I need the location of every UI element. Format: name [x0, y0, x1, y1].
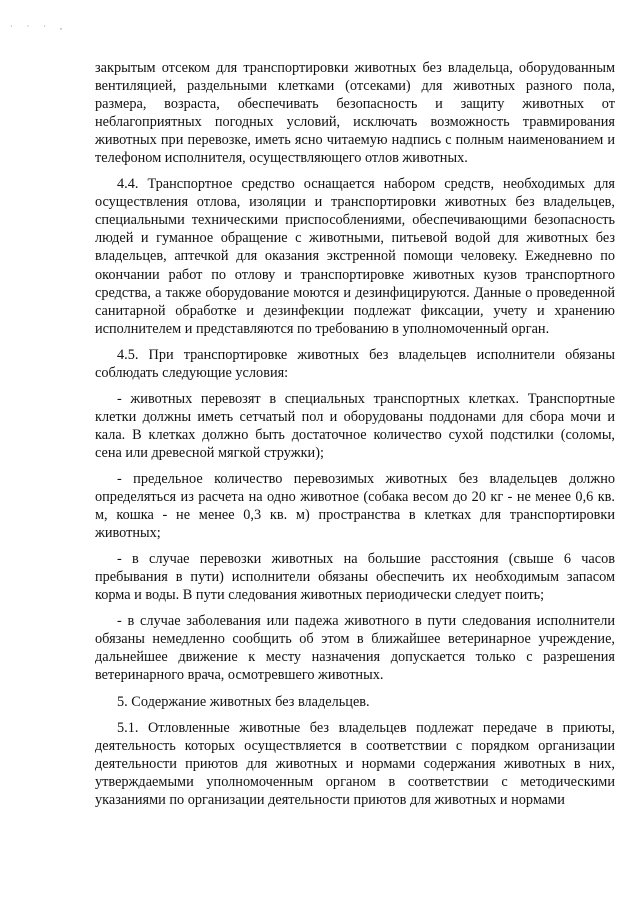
scan-marks: · · · ,: [10, 22, 68, 31]
list-item-cages: - животных перевозят в специальных транспортных клетках. Транспортные клетки должны иметь сетчатый пол и оборудованы поддонами для сбора мочи и кала. В клетках должно быть достаточное количество сухой подстилки (соломы, сена или древесной мягкой стружки);: [95, 390, 615, 461]
list-item-animal-count: - предельное количество перевозимых животных без владельцев должно определяться из расчета на одно животное (собака весом до 20 кг - не менее 0,6 кв. м, кошка - не менее 0,3 кв. м) пространства в клетках для транспортировки животных;: [95, 470, 615, 542]
paragraph-5-1: 5.1. Отловленные животные без владельцев подлежат передаче в приюты, деятельность которых осуществляется в соответствии с порядком организации деятельности приютов для животных и нормами содержания животных в них, утверждаемыми уполномоченным органом в соответствии с методическими указаниями по организации деятельности приютов для животных и нормами: [95, 719, 615, 808]
paragraph-4-5: 4.5. При транспортировке животных без владельцев исполнители обязаны соблюдать следующие условия:: [95, 346, 615, 381]
list-item-long-distance: - в случае перевозки животных на большие расстояния (свыше 6 часов пребывания в пути) исполнители обязаны обеспечить их необходимым запасом корма и воды. В пути следования животных периодически следует поить;: [95, 551, 615, 604]
section-5-heading: 5. Содержание животных без владельцев.: [117, 693, 370, 710]
paragraph-transport-compartment: закрытым отсеком для транспортировки животных без владельца, оборудованным вентиляцией, раздельными клетками (отсеками) для животных разного пола, размера, возраста, обеспечивать безопасность и защиту животных от неблагоприятных погодных условий, исключать возможность травмирования животных при перевозке, иметь ясно читаемую надпись с полным наименованием и телефоном исполнителя, осуществляющего отлов животных.: [95, 60, 615, 167]
list-item-illness: - в случае заболевания или падежа животного в пути следования исполнители обязаны немедленно сообщить об этом в ближайшее ветеринарное учреждение, дальнейшее движение к месту назначения допускается только с разрешения ветеринарного врача, осмотревшего животных.: [95, 613, 615, 684]
document-page: [95, 59, 615, 809]
paragraph-4-4: 4.4. Транспортное средство оснащается набором средств, необходимых для осуществления отлова, изоляции и транспортировки животных без владельцев, специальными техническими приспособлениями, обеспечивающими безопасность людей и гуманное обращение с животными, питьевой водой для животных без владельцев, аптечкой для оказания экстренной помощи человеку. Ежедневно по окончании работ по отлову и транспортировке животных кузов транспортного средства, а также оборудование моются и дезинфицируются. Данные о проведенной санитарной обработке и дезинфекции подлежат фиксации, учету и хранению исполнителем и представляются по требованию в уполномоченный орган.: [95, 176, 615, 337]
